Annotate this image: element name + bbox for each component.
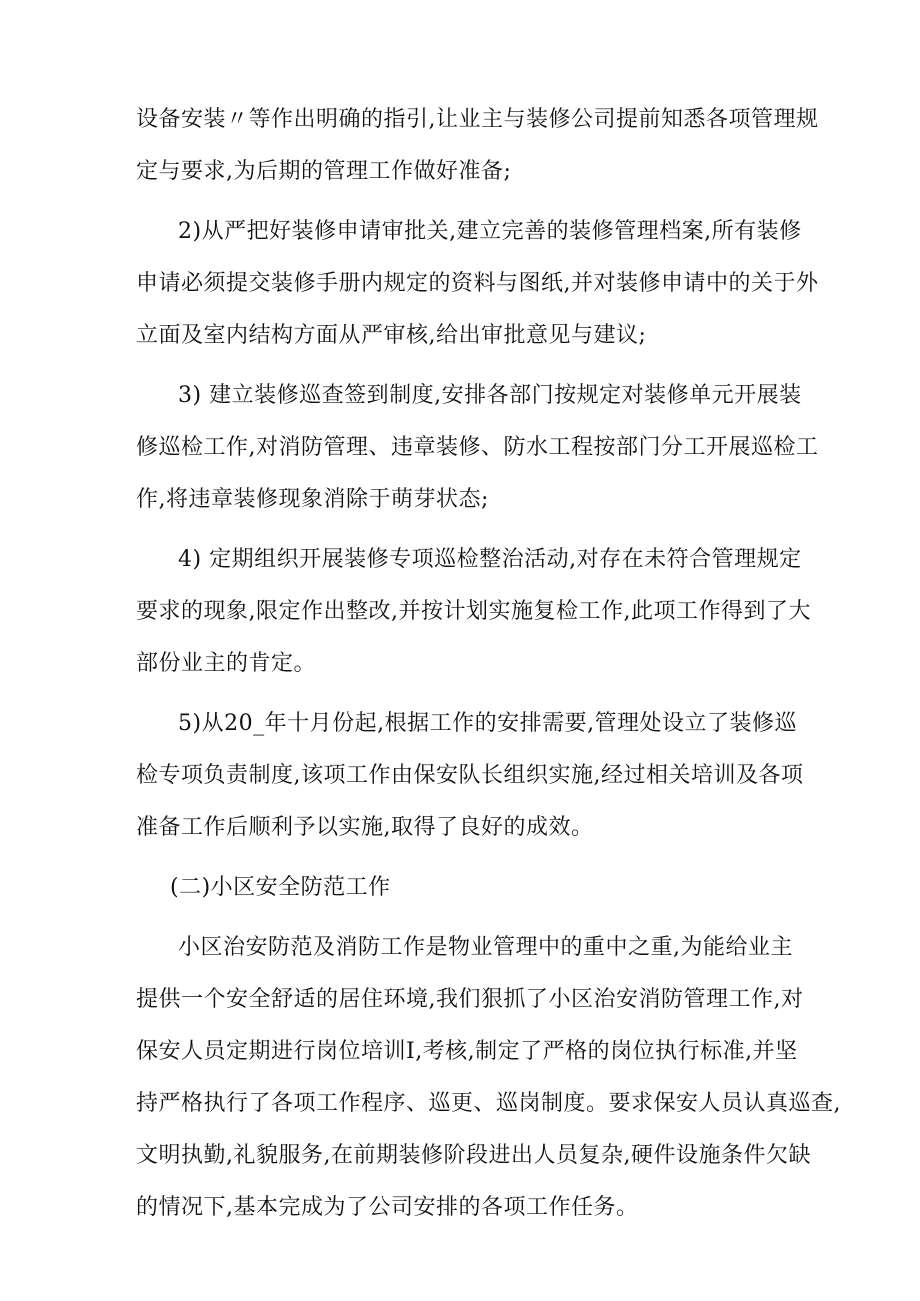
paragraph-5-line-3: 准备工作后顺利予以实施,取得了良好的成效。 [136, 815, 594, 840]
paragraph-5-line-2: 检专项负责制度,该项工作由保安队长组织实施,经过相关培训及各项 [136, 763, 804, 788]
body-line-2: 提供一个安全舒适的居住环境,我们狠抓了小区治安消防管理工作,对 [136, 987, 804, 1012]
body-line-3: 保安人员定期进行岗位培训I,考核,制定了严格的岗位执行标准,并坚 [136, 1039, 798, 1064]
paragraph-3-line-1: 3) 建立装修巡查签到制度,安排各部门按规定对装修单元开展装 [178, 383, 802, 408]
paragraph-4-line-3: 部份业主的肯定。 [136, 651, 317, 676]
paragraph-1-line-2: 定与要求,为后期的管理工作做好准备; [136, 159, 512, 184]
body-line-6: 的情况下,基本完成为了公司安排的各项工作任务。 [136, 1195, 639, 1220]
paragraph-2-line-3: 立面及室内结构方面从严审核,给出审批意见与建议; [136, 323, 647, 348]
paragraph-5-line-1: 5)从20_年十月份起,根据工作的安排需要,管理处设立了装修巡 [178, 711, 798, 736]
body-line-1: 小区治安防范及消防工作是物业管理中的重中之重,为能给业主 [178, 935, 793, 960]
paragraph-4-line-1: 4) 定期组织开展装修专项巡检整治活动,对存在未符合管理规定 [178, 547, 802, 572]
paragraph-3-line-3: 作,将违章装修现象消除于萌芽状态; [136, 487, 489, 512]
body-line-4: 持严格执行了各项工作程序、巡更、巡岗制度。要求保安人员认真巡查, [136, 1091, 841, 1116]
paragraph-2-line-1: 2)从严把好装修申请审批关,建立完善的装修管理档案,所有装修 [178, 219, 802, 244]
body-line-5: 文明执勤,礼貌服务,在前期装修阶段进出人员复杂,硬件设施条件欠缺 [136, 1143, 811, 1168]
paragraph-3-line-2: 修巡检工作,对消防管理、违章装修、防水工程按部门分工开展巡检工 [136, 435, 819, 460]
paragraph-1-line-1: 设备安装〃等作出明确的指引,让业主与装修公司提前知悉各项管理规 [136, 107, 819, 132]
paragraph-2-line-2: 申请必须提交装修手册内规定的资料与图纸,并对装修申请中的关于外 [136, 271, 819, 296]
section-heading: (二)小区安全防范工作 [170, 875, 391, 900]
paragraph-4-line-2: 要求的现象,限定作出整改,并按计划实施复检工作,此项工作得到了大 [136, 599, 811, 624]
